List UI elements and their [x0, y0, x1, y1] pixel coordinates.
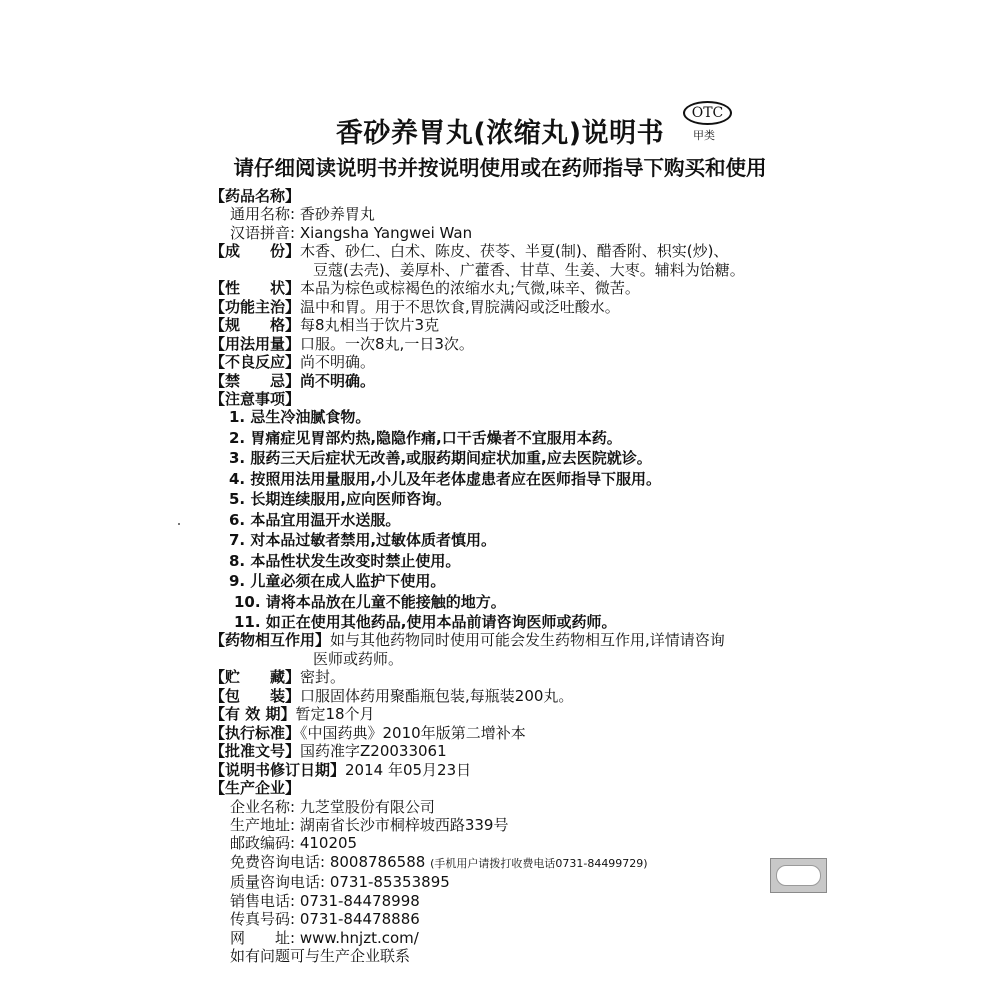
field-value: 暂定18个月	[295, 705, 375, 724]
contact-footer: 如有问题可与生产企业联系	[230, 947, 411, 966]
company-name-row	[210, 798, 810, 816]
field-label: 销售电话:	[230, 891, 296, 910]
contraindications-row	[210, 372, 810, 390]
field-label: 网 址:	[230, 928, 296, 947]
field-value: 尚不明确。	[300, 353, 376, 372]
field-value: 口服固体药用聚酯瓶包装,每瓶装200丸。	[300, 686, 574, 705]
website-row	[210, 929, 810, 947]
section-heading: 【生产企业】	[210, 779, 301, 798]
adverse-reactions-row	[210, 353, 810, 371]
field-value: 0731-84478886	[299, 910, 420, 929]
precaution-item: 10. 请将本品放在儿童不能接触的地方。	[234, 592, 506, 611]
field-label: 通用名称:	[230, 205, 296, 224]
precaution-item: 4. 按照用法用量服用,小儿及年老体虚患者应在医师指导下服用。	[229, 469, 662, 488]
ingredients-row	[210, 242, 810, 260]
precaution-item: 5. 长期连续服用,应向医师咨询。	[229, 490, 452, 509]
field-label: 【批准文号】	[210, 742, 301, 761]
field-value: 木香、砂仁、白术、陈皮、茯苓、半夏(制)、醋香附、枳实(炒)、	[300, 242, 729, 261]
section-precautions	[210, 390, 810, 408]
field-value: 医师或药师。	[313, 649, 404, 668]
field-value: 国药准字Z20033061	[300, 742, 447, 761]
field-value: Xiangsha Yangwei Wan	[299, 223, 473, 242]
storage-row	[210, 668, 810, 686]
field-value: 豆蔻(去壳)、姜厚朴、广藿香、甘草、生姜、大枣。辅料为饴糖。	[313, 260, 745, 279]
precaution-item: 2. 胃痛症见胃部灼热,隐隐作痛,口干舌燥者不宜服用本药。	[229, 428, 622, 447]
specification-row	[210, 316, 810, 334]
field-value: 尚不明确。	[300, 371, 376, 390]
field-label: 【功能主治】	[210, 297, 301, 316]
field-value: 0731-85353895	[329, 873, 450, 892]
stamp-mark	[770, 858, 827, 893]
postcode-row	[210, 834, 810, 852]
precaution-item: 9. 儿童必须在成人监护下使用。	[229, 572, 446, 591]
field-label: 【执行标准】	[210, 723, 301, 742]
field-label: 传真号码:	[230, 910, 296, 929]
fax-row	[210, 910, 810, 928]
document-title: 香砂养胃丸(浓缩丸)说明书	[335, 118, 665, 149]
field-label: 【用法用量】	[210, 334, 301, 353]
leaflet-body	[210, 187, 810, 966]
field-value: 密封。	[300, 668, 346, 687]
field-value: 《中国药典》2010年版第二增补本	[300, 723, 526, 742]
field-label: 【不良反应】	[210, 353, 301, 372]
validity-row	[210, 705, 810, 723]
field-value: 九芝堂股份有限公司	[299, 797, 435, 816]
field-label: 【有 效 期】	[210, 705, 296, 724]
interactions-row-continued	[210, 650, 810, 668]
field-value: www.hnjzt.com/	[299, 928, 419, 947]
precaution-item: 7. 对本品过敏者禁用,过敏体质者慎用。	[229, 531, 497, 550]
address-row	[210, 816, 810, 834]
otc-category: 甲类	[693, 129, 715, 142]
properties-row	[210, 279, 810, 297]
pinyin-row	[210, 224, 810, 242]
field-label: 【包 装】	[210, 686, 301, 705]
field-label: 免费咨询电话:	[230, 852, 326, 871]
packaging-row	[210, 687, 810, 705]
precaution-item: 6. 本品宜用温开水送服。	[229, 510, 401, 529]
revision-date-row	[210, 761, 810, 779]
hotline-note: (手机用户请拨打收费电话0731-84499729)	[430, 856, 648, 870]
field-label: 【说明书修订日期】	[210, 760, 346, 779]
precaution-item: 11. 如正在使用其他药品,使用本品前请咨询医师或药师。	[234, 612, 617, 631]
hotline-row	[210, 853, 810, 873]
field-label: 【药物相互作用】	[210, 631, 331, 650]
sales-phone-row	[210, 892, 810, 910]
field-label: 【贮 藏】	[210, 668, 301, 687]
standard-row	[210, 724, 810, 742]
precaution-item: 8. 本品性状发生改变时禁止使用。	[229, 551, 461, 570]
field-value: 如与其他药物同时使用可能会发生药物相互作用,详情请咨询	[330, 631, 725, 650]
field-value: 湖南省长沙市桐梓坡西路339号	[299, 815, 509, 834]
field-value: 0731-84478998	[299, 891, 420, 910]
interactions-row	[210, 631, 810, 649]
field-label: 质量咨询电话:	[230, 873, 326, 892]
field-label: 【规 格】	[210, 316, 301, 335]
field-value: 本品为棕色或棕褐色的浓缩水丸;气微,味辛、微苦。	[300, 279, 640, 298]
field-label: 【禁 忌】	[210, 371, 301, 390]
section-heading: 【注意事项】	[210, 389, 301, 408]
precaution-item: 1. 忌生冷油腻食物。	[229, 408, 371, 427]
quality-hotline-row	[210, 873, 810, 891]
field-value: 2014 年05月23日	[345, 760, 472, 779]
field-label: 汉语拼音:	[230, 223, 296, 242]
dosage-row	[210, 335, 810, 353]
section-heading: 【药品名称】	[210, 187, 301, 205]
field-label: 【性 状】	[210, 279, 301, 298]
field-value: 410205	[299, 834, 358, 853]
field-label: 生产地址:	[230, 815, 296, 834]
otc-badge: OTC	[683, 101, 732, 125]
field-value: 8008786588	[329, 852, 426, 871]
field-value: 口服。一次8丸,一日3次。	[300, 334, 474, 353]
field-value: 香砂养胃丸	[299, 205, 375, 224]
field-label: 企业名称:	[230, 797, 296, 816]
section-manufacturer	[210, 779, 810, 797]
generic-name-row	[210, 205, 810, 223]
field-label: 邮政编码:	[230, 834, 296, 853]
ingredients-row-continued	[210, 261, 810, 279]
stamp-inner-oval	[776, 865, 821, 886]
scan-speck	[178, 523, 180, 525]
section-drug-name	[210, 187, 810, 205]
precaution-item: 3. 服药三天后症状无改善,或服药期间症状加重,应去医院就诊。	[229, 449, 652, 468]
field-label: 【成 份】	[210, 242, 301, 261]
document-subtitle: 请仔细阅读说明书并按说明使用或在药师指导下购买和使用	[233, 156, 767, 180]
approval-row	[210, 742, 810, 760]
indications-row	[210, 298, 810, 316]
field-value: 温中和胃。用于不思饮食,胃脘满闷或泛吐酸水。	[300, 297, 620, 316]
field-value: 每8丸相当于饮片3克	[300, 316, 440, 335]
